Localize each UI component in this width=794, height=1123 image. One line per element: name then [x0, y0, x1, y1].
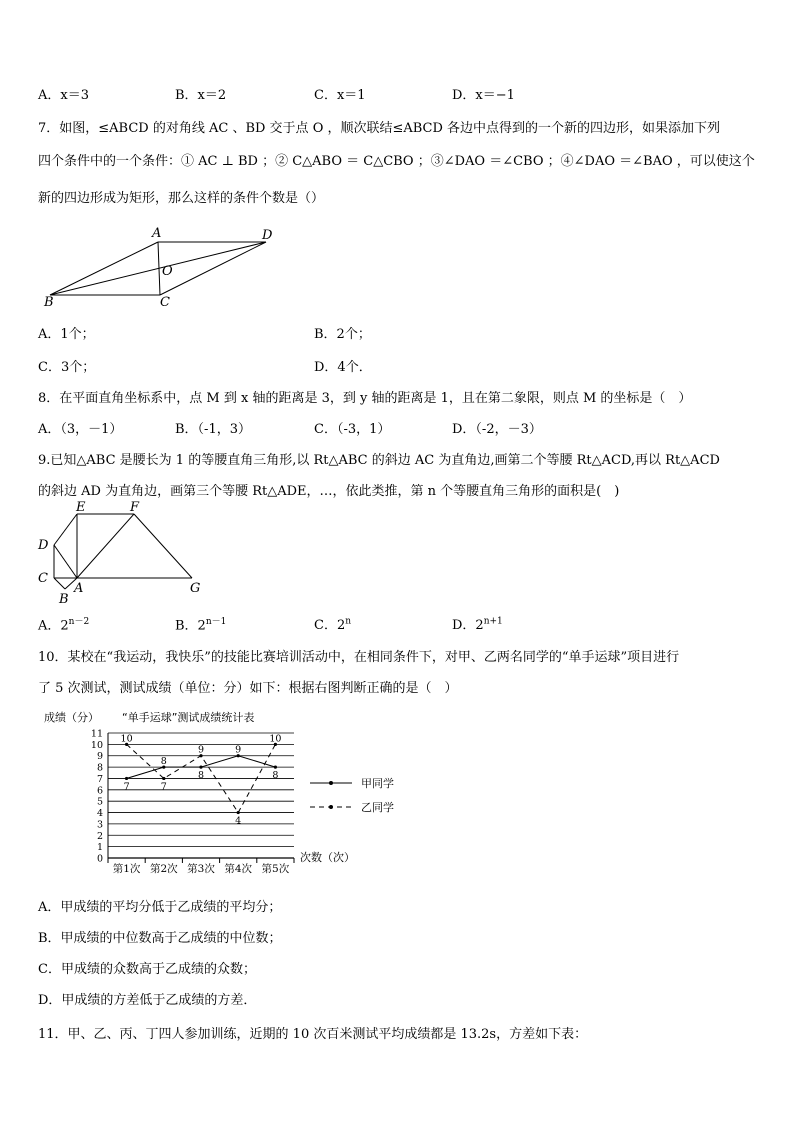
label-f: F [130, 500, 140, 515]
ytick-label-7: 7 [96, 773, 103, 785]
ytick-label-0: 0 [96, 853, 103, 865]
xtick-label-2: 第2次 [149, 863, 178, 874]
q9-stem-line-1: 9.已知△ABC 是腰长为 1 的等腰直角三角形,以 Rt△ABC 的斜边 AC 为直角边,画第二个等腰 Rt△ACD,再以 Rt△ACD [38, 453, 720, 468]
series-0-point-5 [274, 765, 277, 768]
q11-stem-line-1: 11．甲、乙、丙、丁四人参加训练，近期的 10 次百米测试平均成绩都是 13.2s，方差如下表： [38, 1027, 588, 1042]
q10-option-d: D．甲成绩的方差低于乙成绩的方差． [38, 993, 257, 1008]
ytick-label-5: 5 [96, 796, 103, 808]
label-e: E [76, 500, 86, 515]
q6-option-a: A．x＝3 [38, 88, 89, 103]
q6-option-d: D．x＝−1 [452, 88, 515, 103]
ytick-label-9: 9 [96, 751, 103, 763]
q6-option-c: C．x＝1 [314, 88, 366, 103]
chart-title: “单手运球”测试成绩统计表 [122, 711, 255, 724]
xtick-label-5: 第5次 [261, 863, 290, 874]
label-a: A [74, 581, 84, 596]
data-label-s1-4: 4 [235, 815, 242, 827]
q9-option-a: A．$2^{n-2}$ [38, 617, 90, 634]
data-label-s1-3: 9 [197, 744, 205, 756]
q8-option-d: D．（-2，－3） [452, 422, 542, 437]
q7-figure-parallelogram [40, 222, 280, 312]
data-label-s0-1: 7 [123, 781, 130, 793]
ytick-label-6: 6 [96, 785, 103, 797]
q8-stem-line-1: 8．在平面直角坐标系中，点 M 到 x 轴的距离是 3，到 y 轴的距离是 1，且在第二象限，则点 M 的坐标是（ ） [38, 391, 692, 406]
seg-fg [134, 514, 192, 578]
side-dc [160, 242, 266, 295]
data-label-s1-5: 10 [269, 733, 282, 745]
xtick-label-1: 第1次 [112, 863, 141, 874]
ytick-label-4: 4 [96, 808, 103, 820]
series-1-point-4 [237, 811, 240, 814]
label-b: B [59, 592, 69, 607]
q7-option-b: B．2个； [314, 327, 371, 342]
seg-da [54, 545, 77, 578]
q10-option-b: B．甲成绩的中位数高于乙成绩的中位数； [38, 931, 282, 946]
q7-stem-line-3: 新的四边形成为矩形，那么这样的条件个数是（） [38, 191, 325, 206]
label-a: A [152, 226, 162, 241]
legend-marker-yi [329, 805, 333, 809]
label-c: C [160, 295, 170, 310]
side-ba [50, 242, 158, 295]
label-b: B [44, 295, 54, 310]
q10-option-c: C．甲成绩的众数高于乙成绩的众数； [38, 962, 256, 977]
data-label-s1-2: 7 [160, 781, 167, 793]
q7-stem-line-1: 7．如图，≤ABCD 的对角线 AC 、BD 交于点 O ，顺次联结≤ABCD 各边中点得到的一个新的四边形，如果添加下列 [38, 121, 721, 136]
q7-option-a: A．1个； [38, 327, 95, 342]
q8-option-b: B．（-1，3） [175, 422, 251, 437]
q7-option-d: D．4个． [314, 360, 372, 375]
ytick-label-11: 11 [90, 728, 103, 740]
data-label-s0-2: 8 [160, 756, 167, 768]
label-d: D [262, 228, 273, 243]
seg-fa [77, 514, 134, 578]
data-label-s0-5: 8 [272, 770, 279, 782]
q9-figure-triangles [34, 498, 214, 608]
label-o: O [162, 264, 173, 279]
xtick-label-4: 第4次 [224, 863, 253, 874]
series-1-point-2 [162, 777, 165, 780]
q8-option-c: C．（-3，1） [314, 422, 391, 437]
legend-marker-jia [329, 781, 333, 785]
q10-line-chart [38, 704, 418, 874]
seg-bc [54, 578, 65, 589]
ytick-label-2: 2 [96, 830, 103, 842]
ytick-label-8: 8 [96, 762, 103, 774]
q6-option-b: B．x＝2 [175, 88, 227, 103]
ytick-label-1: 1 [96, 842, 103, 854]
q10-stem-line-1: 10．某校在“我运动，我快乐”的技能比赛培训活动中，在相同条件下，对甲、乙两名同学的“单手运球”项目进行 [38, 650, 680, 665]
ytick-label-10: 10 [90, 739, 103, 751]
q7-stem-line-2: 四个条件中的一个条件：① AC ⊥ BD ；② C△ABO ＝ C△CBO ；③∠DAO ＝∠CBO ；④∠DAO ＝∠BAO ，可以使这个 [38, 154, 755, 169]
q9-option-d: D．$2^{n+1}$ [452, 616, 503, 633]
legend-label-yi: 乙同学 [361, 801, 394, 814]
chart-ylabel: 成绩（分） [44, 711, 99, 724]
xtick-label-3: 第3次 [187, 863, 215, 874]
q9-option-c: C．2$^n$ [314, 616, 352, 633]
data-label-s1-1: 10 [120, 733, 133, 745]
chart-xlabel: 次数（次） [300, 851, 355, 864]
label-c: C [38, 571, 48, 586]
label-d: D [38, 538, 49, 553]
q10-option-a: A．甲成绩的平均分低于乙成绩的平均分； [38, 900, 282, 915]
q10-stem-line-2: 了 5 次测试，测试成绩（单位：分）如下：根据右图判断正确的是（ ） [38, 681, 458, 696]
label-g: G [190, 581, 201, 596]
series-0-point-1 [125, 777, 128, 780]
data-label-s0-4: 9 [235, 744, 242, 756]
series-0-point-3 [199, 765, 202, 768]
q7-option-c: C．3个； [38, 360, 96, 375]
data-label-s0-3: 8 [197, 770, 205, 782]
legend-label-jia: 甲同学 [361, 777, 394, 790]
q9-option-b: B．$2^{n-1}$ [175, 617, 227, 634]
q9-stem-line-2: 的斜边 AD 为直角边，画第三个等腰 Rt△ADE，…，依此类推，第 n 个等腰直角三角形的面积是( ) [38, 484, 620, 499]
q8-option-a: A．（3，－1） [38, 422, 123, 437]
seg-de [54, 514, 77, 545]
ytick-label-3: 3 [96, 819, 103, 831]
